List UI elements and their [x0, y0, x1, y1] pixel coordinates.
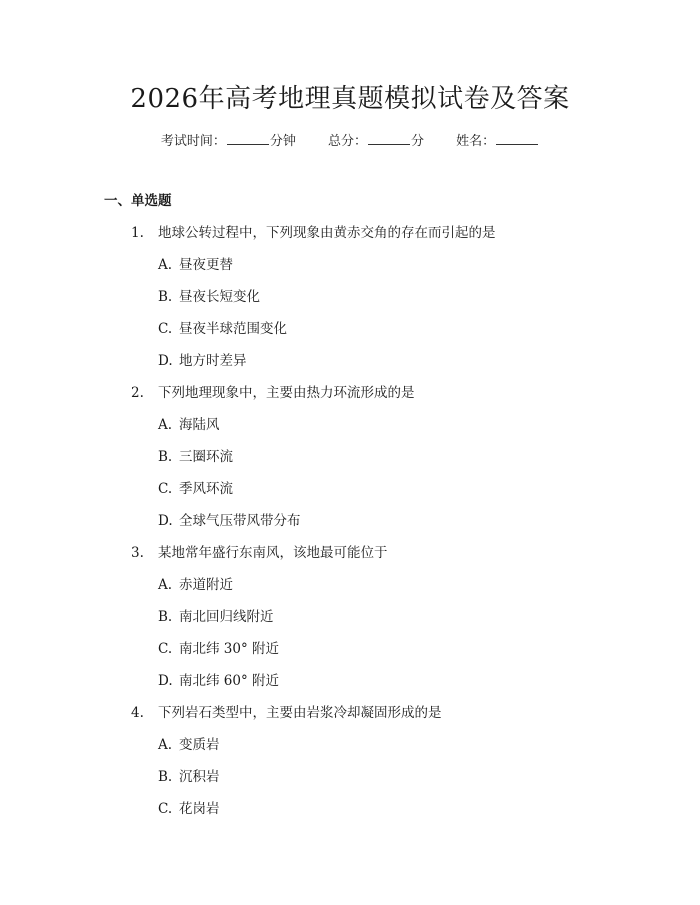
option-letter: A.: [158, 417, 173, 433]
option-item: [0, 286, 700, 318]
option-letter: C.: [158, 801, 173, 817]
option-text: 赤道附近: [179, 577, 233, 593]
option-text: 全球气压带风带分布: [179, 513, 301, 529]
option-item: [0, 798, 700, 830]
question-item: [0, 222, 700, 254]
option-text: 南北纬 60° 附近: [179, 673, 280, 689]
option-text: 海陆风: [179, 417, 220, 433]
option-letter: C.: [158, 641, 173, 657]
option-item: [0, 766, 700, 798]
option-item: [0, 670, 700, 702]
option-text: 沉积岩: [179, 769, 220, 785]
student-name: [456, 132, 539, 151]
option-letter: A.: [158, 257, 173, 273]
option-letter: B.: [158, 609, 173, 625]
option-text: 昼夜更替: [179, 257, 233, 273]
question-text: 下列岩石类型中，主要由岩浆冷却凝固形成的是: [158, 705, 442, 721]
option-item: [0, 478, 700, 510]
option-letter: D.: [158, 353, 173, 369]
option-item: [0, 350, 700, 382]
option-item: [0, 414, 700, 446]
question-text: 下列地理现象中，主要由热力环流形成的是: [158, 385, 415, 401]
question-list: [0, 222, 700, 830]
question-item: [0, 542, 700, 574]
option-item: [0, 318, 700, 350]
option-text: 花岗岩: [179, 801, 220, 817]
exam-time-blank: [227, 132, 269, 145]
question-number: 4.: [131, 705, 144, 721]
page-title: 2026年高考地理真题模拟试卷及答案: [130, 84, 570, 114]
option-letter: D.: [158, 673, 173, 689]
option-item: [0, 254, 700, 286]
exam-meta: [0, 132, 700, 151]
option-letter: A.: [158, 577, 173, 593]
student-name-blank: [496, 132, 538, 145]
option-item: [0, 638, 700, 670]
question-number: 3.: [131, 545, 144, 561]
question-text: 某地常年盛行东南风，该地最可能位于: [158, 545, 388, 561]
option-item: [0, 606, 700, 638]
option-letter: B.: [158, 769, 173, 785]
option-item: [0, 574, 700, 606]
option-letter: C.: [158, 321, 173, 337]
option-text: 季风环流: [179, 481, 233, 497]
option-text: 昼夜半球范围变化: [179, 321, 287, 337]
option-letter: A.: [158, 737, 173, 753]
question-number: 2.: [131, 385, 144, 401]
exam-time-unit: 分钟: [269, 134, 296, 149]
total-score-unit: 分: [411, 134, 425, 149]
option-text: 南北回归线附近: [179, 609, 274, 625]
option-letter: B.: [158, 449, 173, 465]
option-item: [0, 510, 700, 542]
section-heading: 一、单选题: [104, 193, 172, 209]
total-score-label: 总分：: [327, 134, 367, 149]
option-item: [0, 734, 700, 766]
student-name-label: 姓名：: [456, 134, 496, 149]
question-text: 地球公转过程中，下列现象由黄赤交角的存在而引起的是: [158, 225, 496, 241]
option-text: 地方时差异: [179, 353, 247, 369]
option-text: 南北纬 30° 附近: [179, 641, 280, 657]
total-score: [328, 132, 424, 151]
total-score-blank: [368, 132, 410, 145]
exam-time-label: 考试时间：: [160, 134, 226, 149]
option-letter: D.: [158, 513, 173, 529]
option-letter: B.: [158, 289, 173, 305]
question-number: 1.: [131, 225, 144, 241]
option-letter: C.: [158, 481, 173, 497]
question-item: [0, 702, 700, 734]
option-text: 昼夜长短变化: [179, 289, 260, 305]
question-item: [0, 382, 700, 414]
option-text: 变质岩: [179, 737, 220, 753]
exam-time: [161, 132, 296, 151]
option-text: 三圈环流: [179, 449, 233, 465]
option-item: [0, 446, 700, 478]
